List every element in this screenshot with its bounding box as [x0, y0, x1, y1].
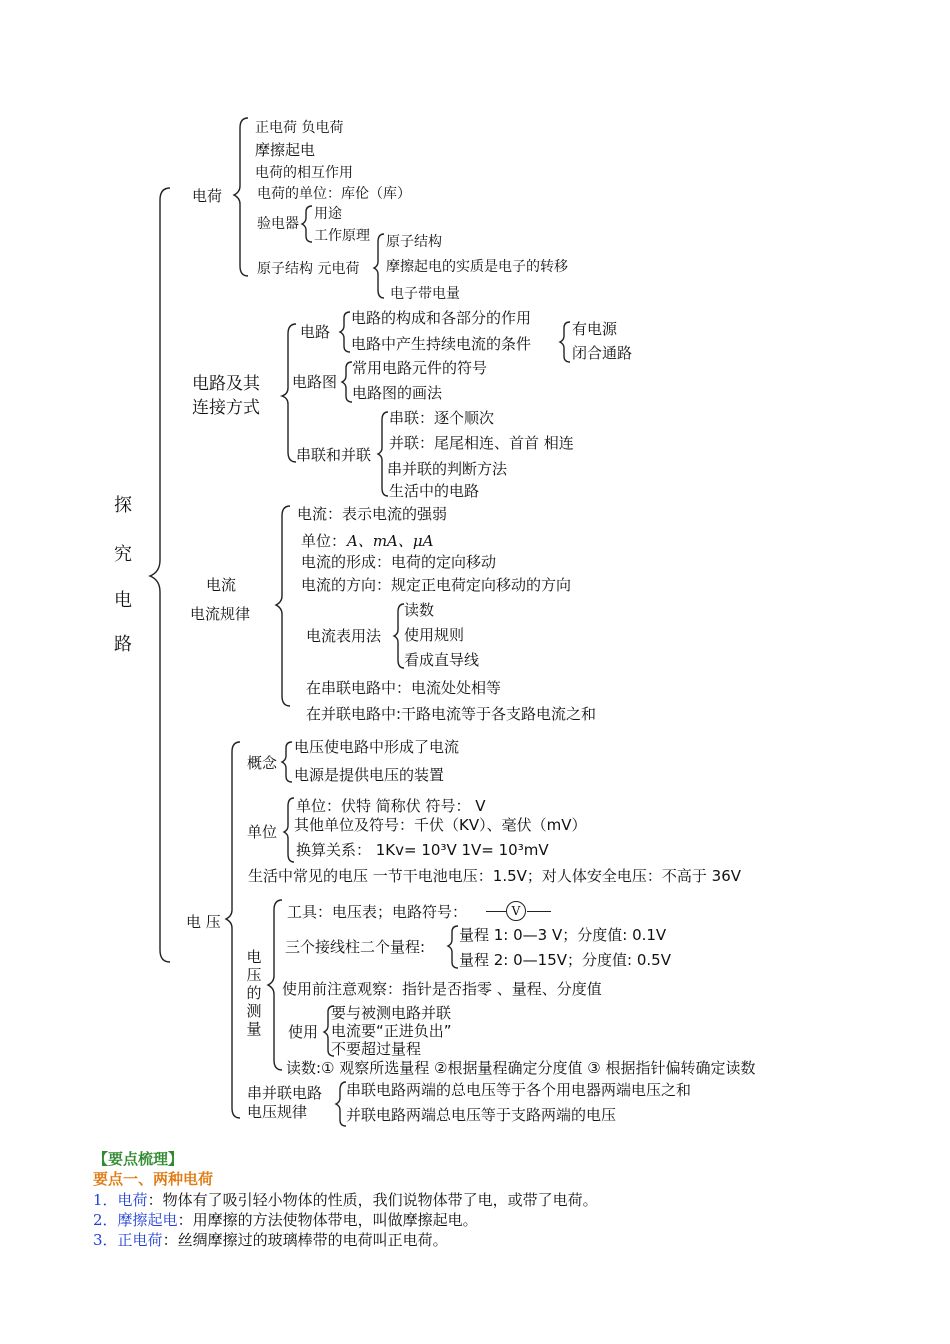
summary-line-num: 2．: [93, 1211, 118, 1229]
current-item: 电流的形成：电荷的定向移动: [301, 553, 497, 571]
summary-line-text: ：用摩擦的方法使物体带电，叫做摩擦起电。: [177, 1211, 478, 1229]
ammeter-item: 看成直导线: [404, 651, 480, 669]
voltage-rules-label-2: 电压规律: [247, 1103, 308, 1121]
usage-item: 要与被测电路并联: [331, 1004, 452, 1022]
meter-wire-right: [527, 911, 551, 912]
concept-item: 电源是提供电压的装置: [294, 766, 445, 784]
electroscope-item: 用途: [314, 206, 342, 222]
meter-wire-left: [486, 911, 506, 912]
voltage-rules-item: 并联电路两端总电压等于支路两端的电压: [346, 1106, 617, 1124]
ammeter-item: 使用规则: [404, 626, 465, 644]
circuit-node-label: 电路: [300, 323, 331, 341]
atom-item: 原子结构: [386, 234, 442, 250]
measure-reading: 读数:① 观察所选量程 ②根据量程确定分度值 ③ 根据指针偏转确定读数: [286, 1059, 756, 1077]
point-title: 要点一、两种电荷: [93, 1170, 214, 1188]
concept-item: 电压使电路中形成了电流: [294, 738, 460, 756]
summary-line-3: [93, 1231, 448, 1250]
current-item: 电流：表示电流的强弱: [297, 505, 448, 523]
series-node-item: 串并联的判断方法: [387, 460, 508, 478]
summary-line-term: 电荷: [117, 1191, 148, 1209]
current-item: 电流的方向：规定正电荷定向移动的方向: [301, 576, 572, 594]
root-char-3: 电: [114, 590, 132, 611]
summary-heading: 【要点梳理】: [93, 1150, 184, 1168]
atom-item: 电子带电量: [390, 286, 460, 302]
unit-item: 单位：伏特 简称伏 符号： V: [296, 797, 486, 815]
measure-tool: 工具：电压表；电路符号：: [287, 903, 468, 921]
condition-item: 有电源: [572, 320, 618, 338]
concept-label: 概念: [247, 754, 278, 772]
circuit-node-item: 电路的构成和各部分的作用: [351, 309, 532, 327]
ammeter-item: 读数: [404, 601, 435, 619]
usage-item: 不要超过量程: [331, 1040, 422, 1058]
circuit-node-item: 电路中产生持续电流的条件: [351, 335, 532, 353]
charge-item: 摩擦起电: [255, 141, 316, 159]
summary-line-num: 1．: [93, 1191, 118, 1209]
measure-check: 使用前注意观察：指针是否指零 、量程、分度值: [282, 980, 602, 998]
root-char-1: 探: [114, 495, 132, 516]
current-label-2: 电流规律: [190, 605, 251, 623]
terminals-item: 量程 1: 0—3 V；分度值: 0.1V: [459, 926, 667, 944]
electroscope-label: 验电器: [257, 216, 299, 232]
circuit-label-2: 连接方式: [192, 398, 260, 418]
diagram-node-item: 电路图的画法: [352, 384, 443, 402]
series-node-item: 生活中的电路: [389, 482, 480, 500]
current-series-rule: 在串联电路中：电流处处相等: [306, 679, 502, 697]
circuit-label-1: 电路及其: [192, 374, 260, 394]
terminals-item: 量程 2: 0—15V；分度值: 0.5V: [459, 951, 671, 969]
summary-line-term: 正电荷: [117, 1231, 163, 1249]
current-item: A、mA、μA: [347, 532, 434, 550]
ammeter-label: 电流表用法: [306, 627, 382, 645]
summary-line-text: ：物体有了吸引轻小物体的性质，我们说物体带了电，或带了电荷。: [147, 1191, 598, 1209]
unit-item: 换算关系： 1Kv= 10³V 1V= 10³mV: [296, 841, 549, 859]
voltmeter-symbol-icon: V: [506, 901, 526, 921]
atom-item: 摩擦起电的实质是电子的转移: [386, 259, 568, 275]
root-char-2: 究: [114, 544, 132, 565]
unit-item: 其他单位及符号：千伏（KV）、毫伏（mV）: [294, 816, 587, 834]
atom-label: 原子结构 元电荷: [257, 261, 360, 277]
diagram-node-label: 电路图: [292, 373, 338, 391]
series-node-item: 串联：逐个顺次: [389, 409, 495, 427]
charge-item: 正电荷 负电荷: [255, 120, 344, 136]
usage-label: 使用: [288, 1023, 319, 1041]
current-parallel-rule: 在并联电路中:干路电流等于各支路电流之和: [306, 705, 597, 723]
usage-item: 电流要“正进负出”: [331, 1022, 452, 1040]
summary-line-num: 3．: [93, 1231, 118, 1249]
voltage-rules-label-1: 串并联电路: [247, 1084, 323, 1102]
charge-item: 电荷的相互作用: [255, 165, 353, 181]
condition-item: 闭合通路: [572, 344, 633, 362]
diagram-node-item: 常用电路元件的符号: [352, 359, 488, 377]
common-voltage: 生活中常见的电压 一节干电池电压：1.5V；对人体安全电压：不高于 36V: [248, 867, 742, 885]
series-node-item: 并联：尾尾相连、首首 相连: [389, 434, 574, 452]
root-char-4: 路: [114, 634, 132, 655]
series-node-label: 串联和并联: [296, 446, 372, 464]
summary-line-text: ：丝绸摩擦过的玻璃棒带的电荷叫正电荷。: [162, 1231, 448, 1249]
voltage-rules-item: 串联电路两端的总电压等于各个用电器两端电压之和: [346, 1081, 692, 1099]
terminals-label: 三个接线柱二个量程:: [285, 938, 426, 956]
unit-label: 单位: [247, 823, 278, 841]
summary-line-2: [93, 1211, 478, 1230]
summary-line-1: [93, 1191, 598, 1210]
voltage-label: 电 压: [186, 913, 221, 931]
current-item: 单位：: [301, 532, 347, 550]
electroscope-item: 工作原理: [314, 228, 370, 244]
charge-label: 电荷: [192, 187, 223, 205]
measure-label: 电压的测量: [246, 948, 262, 1038]
summary-line-term: 摩擦起电: [117, 1211, 178, 1229]
charge-item: 电荷的单位：库伦（库）: [257, 186, 411, 202]
current-label-1: 电流: [206, 576, 237, 594]
